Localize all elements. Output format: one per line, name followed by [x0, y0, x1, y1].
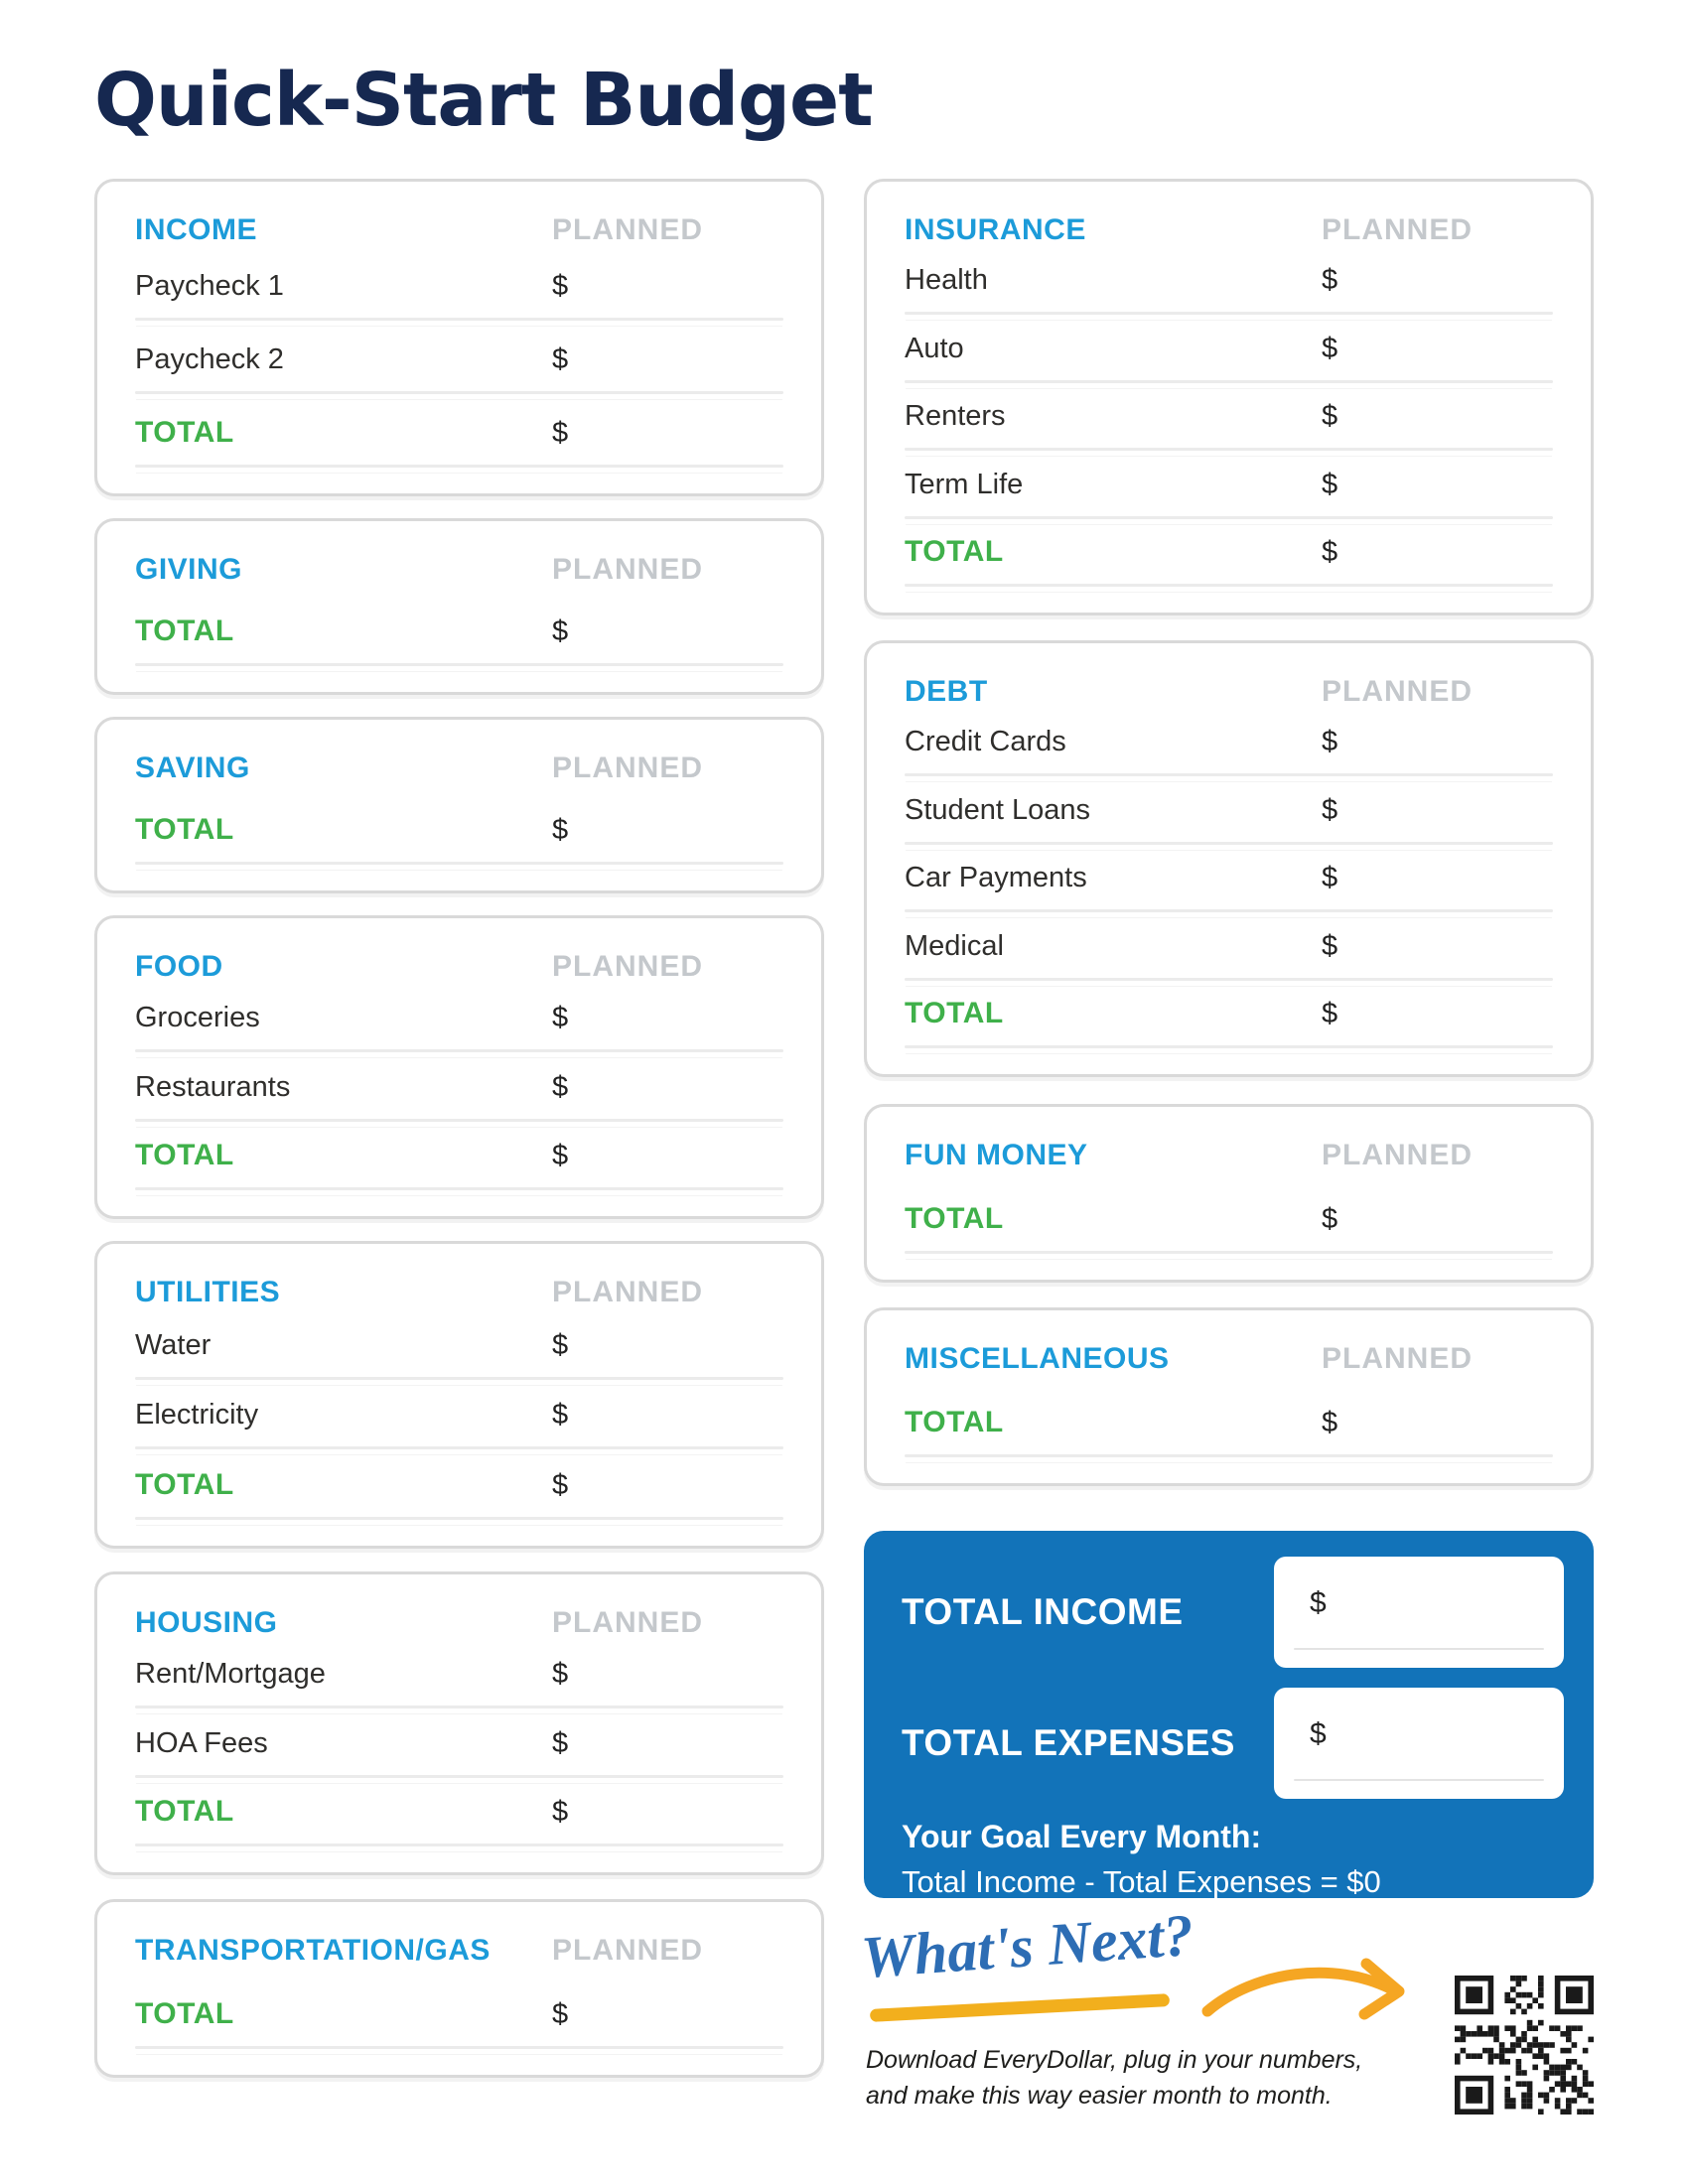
total-label: TOTAL [135, 1468, 234, 1502]
yellow-swash-underline [870, 1993, 1170, 2022]
row-line [135, 1997, 783, 2046]
total-row [905, 519, 1553, 587]
planned-amount-field[interactable]: $ [1322, 536, 1338, 569]
planned-column-header: PLANNED [1322, 213, 1474, 246]
planned-column-header: PLANNED [552, 1276, 704, 1308]
planned-amount-field[interactable]: $ [552, 417, 569, 449]
row-line [905, 1406, 1553, 1454]
row-line [135, 1727, 783, 1775]
row-line [135, 1399, 783, 1446]
section-card-giving [94, 518, 824, 695]
planned-amount-field[interactable]: $ [552, 270, 569, 302]
total-row [135, 1122, 783, 1190]
planned-amount-field[interactable]: $ [552, 1469, 569, 1502]
budget-row [135, 1052, 783, 1121]
row-label: Term Life [905, 468, 1024, 500]
card-rows [135, 984, 783, 1190]
row-label: Paycheck 1 [135, 270, 284, 302]
planned-amount-field[interactable]: $ [552, 1139, 569, 1171]
row-line [905, 264, 1553, 312]
planned-amount-field[interactable]: $ [552, 1998, 569, 2030]
total-label: TOTAL [905, 1406, 1004, 1438]
planned-amount-field[interactable]: $ [552, 1658, 569, 1691]
card-rows [905, 1172, 1553, 1254]
write-line [135, 1843, 783, 1846]
budget-row [135, 1640, 783, 1708]
whats-next-caption [866, 2043, 1362, 2114]
section-title: GIVING [135, 553, 243, 586]
planned-amount-field[interactable]: $ [552, 1070, 569, 1103]
row-line [135, 1139, 783, 1187]
planned-amount-field[interactable]: $ [552, 1726, 569, 1759]
section-title: UTILITIES [135, 1276, 281, 1308]
section-title: SAVING [135, 751, 250, 784]
row-line [905, 997, 1553, 1045]
budget-row [905, 451, 1553, 518]
row-line [905, 400, 1553, 448]
total-label: TOTAL [905, 1202, 1004, 1235]
budget-row [135, 1380, 783, 1450]
row-line [905, 535, 1553, 584]
planned-amount-field[interactable]: $ [1322, 793, 1338, 826]
card-header [135, 213, 783, 247]
dollar-sign: $ [1310, 1717, 1327, 1750]
row-label: Credit Cards [905, 726, 1066, 758]
page-title: Quick-Start Budget [94, 58, 873, 143]
row-label: Auto [905, 332, 964, 364]
card-header [135, 553, 783, 587]
section-title: FOOD [135, 950, 223, 983]
planned-amount-field[interactable]: $ [1322, 726, 1338, 758]
monthly-goal [902, 1819, 1564, 1900]
write-line [135, 2046, 783, 2049]
row-label: Paycheck 2 [135, 343, 284, 375]
planned-column-header: PLANNED [552, 553, 704, 586]
section-title: HOUSING [135, 1606, 278, 1639]
card-rows [135, 1640, 783, 1846]
row-label: Renters [905, 400, 1006, 433]
planned-column-header: PLANNED [552, 213, 704, 246]
card-header [905, 213, 1553, 247]
row-line [135, 813, 783, 862]
budget-row [905, 912, 1553, 980]
write-line [135, 663, 783, 666]
row-line [905, 726, 1553, 773]
row-line [135, 1071, 783, 1119]
total-label: TOTAL [135, 1138, 234, 1171]
total-income-row [902, 1557, 1564, 1668]
budget-row [135, 984, 783, 1052]
card-rows [135, 1309, 783, 1520]
section-card-transportation [94, 1899, 824, 2078]
budget-row [905, 383, 1553, 451]
planned-amount-field[interactable]: $ [1322, 468, 1338, 500]
card-header [135, 751, 783, 785]
planned-amount-field[interactable]: $ [552, 1328, 569, 1361]
total-label: TOTAL [135, 813, 234, 846]
total-expenses-row [902, 1688, 1564, 1799]
whats-next-text: What's Next? [859, 1901, 1196, 1991]
section-title: INCOME [135, 213, 257, 246]
dollar-sign: $ [1310, 1586, 1327, 1619]
row-line [905, 469, 1553, 516]
planned-column-header: PLANNED [552, 1606, 704, 1639]
totals-summary-box [864, 1531, 1594, 1898]
planned-amount-field[interactable]: $ [552, 1002, 569, 1034]
total-expenses-field[interactable] [1274, 1688, 1564, 1799]
planned-amount-field[interactable]: $ [1322, 998, 1338, 1030]
total-row [905, 1172, 1553, 1254]
card-header [905, 1139, 1553, 1172]
budget-row [905, 247, 1553, 315]
planned-amount-field[interactable]: $ [1322, 1203, 1338, 1235]
budget-row [135, 247, 783, 321]
row-label: Medical [905, 929, 1004, 962]
total-row [905, 981, 1553, 1048]
budget-row [905, 709, 1553, 776]
section-card-housing [94, 1571, 824, 1875]
planned-amount-field[interactable]: $ [1322, 332, 1338, 364]
planned-amount-field[interactable]: $ [552, 1399, 569, 1432]
left-column [94, 179, 824, 2182]
caption-line-2: and make this way easier month to month. [866, 2081, 1333, 2110]
card-rows [905, 247, 1553, 587]
total-label: TOTAL [135, 614, 234, 647]
total-expenses-label: TOTAL EXPENSES [902, 1722, 1235, 1763]
whats-next-script [859, 1901, 1221, 2037]
section-card-utilities [94, 1241, 824, 1549]
planned-column-header: PLANNED [1322, 675, 1474, 708]
write-line [135, 465, 783, 468]
planned-amount-field[interactable]: $ [552, 615, 569, 647]
card-header [905, 675, 1553, 709]
row-line [905, 794, 1553, 842]
card-header [135, 1606, 783, 1640]
row-line [905, 930, 1553, 978]
write-line [135, 862, 783, 865]
planned-amount-field[interactable]: $ [1322, 929, 1338, 962]
budget-row [135, 1708, 783, 1777]
total-label: TOTAL [135, 1997, 234, 2030]
row-label: Groceries [135, 1002, 260, 1034]
total-row [905, 1376, 1553, 1457]
section-title: MISCELLANEOUS [905, 1342, 1170, 1375]
planned-column-header: PLANNED [552, 1934, 704, 1967]
row-line [905, 333, 1553, 380]
card-header [135, 950, 783, 984]
row-label: Health [905, 264, 988, 297]
planned-column-header: PLANNED [552, 950, 704, 983]
budget-row [905, 845, 1553, 912]
section-card-insurance [864, 179, 1594, 615]
budget-row [135, 321, 783, 394]
row-label: HOA Fees [135, 1726, 268, 1759]
row-label: Student Loans [905, 793, 1091, 826]
card-rows [905, 1376, 1553, 1457]
planned-amount-field[interactable]: $ [1322, 400, 1338, 433]
section-title: FUN MONEY [905, 1139, 1088, 1171]
row-line [135, 614, 783, 663]
row-line [135, 416, 783, 465]
qr-code [1455, 1976, 1594, 2115]
total-income-label: TOTAL INCOME [902, 1591, 1184, 1632]
row-line [135, 1468, 783, 1517]
planned-amount-field[interactable]: $ [552, 343, 569, 375]
write-line [905, 1454, 1553, 1457]
card-rows [135, 1968, 783, 2049]
planned-amount-field[interactable]: $ [1322, 862, 1338, 894]
card-header [135, 1934, 783, 1968]
total-label: TOTAL [135, 1794, 234, 1828]
whats-next-section [859, 1901, 1594, 2182]
section-card-misc [864, 1307, 1594, 1486]
total-row [135, 1778, 783, 1846]
planned-column-header: PLANNED [1322, 1342, 1474, 1375]
caption-line-1: Download EveryDollar, plug in your numbers, [866, 2046, 1363, 2074]
section-title: DEBT [905, 675, 988, 708]
row-label: Rent/Mortgage [135, 1658, 326, 1691]
row-label: Electricity [135, 1399, 259, 1432]
row-line [135, 343, 783, 391]
row-line [135, 1795, 783, 1843]
card-rows [905, 709, 1553, 1048]
planned-amount-field[interactable]: $ [1322, 264, 1338, 297]
total-label: TOTAL [905, 535, 1004, 569]
write-line [905, 1251, 1553, 1254]
arrow-icon [1199, 1952, 1410, 2031]
total-row [135, 587, 783, 666]
card-rows [135, 785, 783, 865]
row-line [135, 1658, 783, 1706]
budget-row [905, 776, 1553, 844]
total-row [135, 394, 783, 468]
card-header [905, 1342, 1553, 1376]
write-line [905, 1045, 1553, 1048]
section-card-debt [864, 640, 1594, 1077]
section-card-saving [94, 717, 824, 893]
section-card-income [94, 179, 824, 496]
section-title: TRANSPORTATION/GAS [135, 1934, 491, 1967]
write-line [1294, 1648, 1544, 1650]
total-income-field[interactable] [1274, 1557, 1564, 1668]
row-line [905, 1202, 1553, 1251]
planned-column-header: PLANNED [1322, 1139, 1474, 1171]
write-line [135, 1517, 783, 1520]
total-label: TOTAL [905, 997, 1004, 1030]
planned-amount-field[interactable]: $ [552, 814, 569, 846]
budget-row [135, 1309, 783, 1380]
row-line [135, 270, 783, 318]
section-title: INSURANCE [905, 213, 1086, 246]
goal-heading: Your Goal Every Month: [902, 1819, 1262, 1854]
total-row [135, 785, 783, 865]
card-header [135, 1276, 783, 1309]
row-line [135, 1002, 783, 1049]
write-line [135, 1187, 783, 1190]
section-card-food [94, 915, 824, 1219]
total-row [135, 1449, 783, 1520]
budget-row [905, 315, 1553, 382]
total-row [135, 1968, 783, 2049]
write-line [905, 584, 1553, 587]
total-label: TOTAL [135, 416, 234, 449]
two-column-layout [94, 179, 1594, 2182]
right-column [859, 179, 1594, 2182]
card-rows [135, 587, 783, 666]
planned-amount-field[interactable]: $ [552, 1795, 569, 1828]
row-line [905, 862, 1553, 909]
write-line [1294, 1779, 1544, 1781]
section-card-fun [864, 1104, 1594, 1283]
row-label: Water [135, 1328, 211, 1361]
row-label: Restaurants [135, 1070, 291, 1103]
planned-column-header: PLANNED [552, 751, 704, 784]
goal-formula: Total Income - Total Expenses = $0 [902, 1864, 1381, 1899]
row-label: Car Payments [905, 862, 1087, 894]
planned-amount-field[interactable]: $ [1322, 1407, 1338, 1438]
card-rows [135, 247, 783, 468]
row-line [135, 1329, 783, 1377]
